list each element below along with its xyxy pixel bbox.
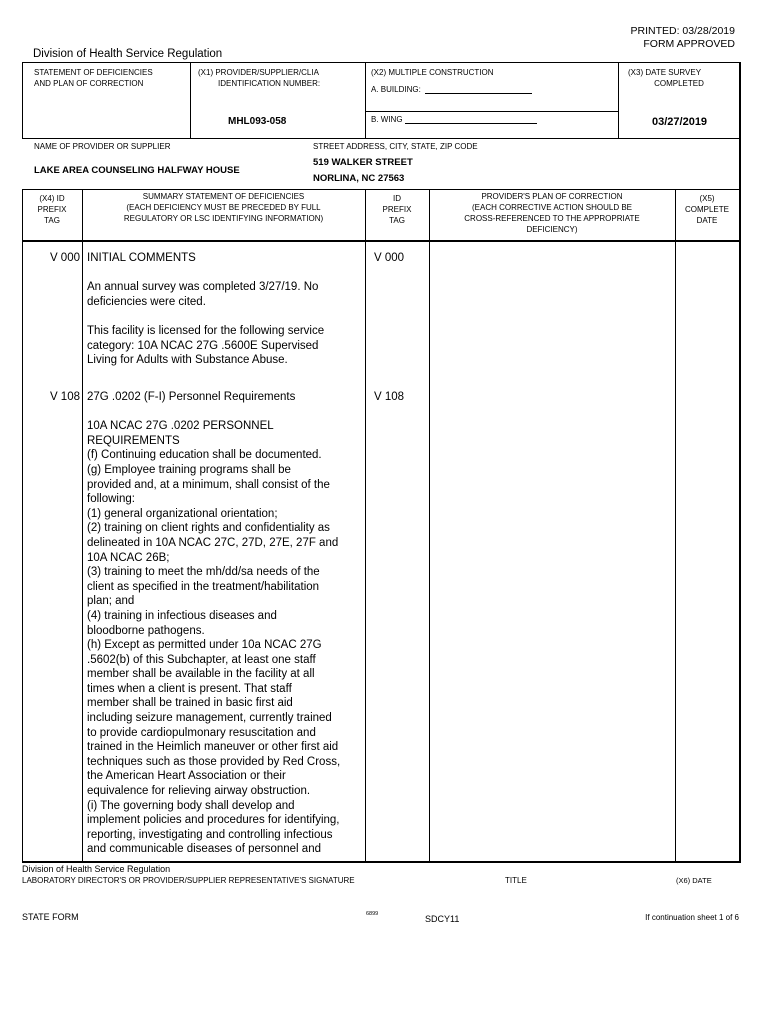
- signature-label: LABORATORY DIRECTOR'S OR PROVIDER/SUPPLIER REPRESENTATIVE'S SIGNATURE: [22, 876, 355, 885]
- event-id: SDCY11: [425, 914, 460, 924]
- statement-label: STATEMENT OF DEFICIENCIES AND PLAN OF CORRECTION: [34, 68, 153, 88]
- col-header-summary: SUMMARY STATEMENT OF DEFICIENCIES (EACH DEFICIENCY MUST BE PRECEDED BY FULL REGULATORY OR LSC IDENTIFYING INFORMATION): [123, 192, 324, 223]
- x2-label: (X2) MULTIPLE CONSTRUCTION: [371, 68, 494, 77]
- building-line: [425, 93, 532, 94]
- x1-label: (X1) PROVIDER/SUPPLIER/CLIA IDENTIFICATION NUMBER:: [198, 68, 321, 88]
- form-code: 6899: [366, 911, 379, 917]
- printed-date: PRINTED: 03/28/2019: [630, 25, 735, 37]
- wing-line: [405, 123, 537, 124]
- x6-date-label: (X6) DATE: [676, 876, 712, 885]
- row-text-v000: INITIAL COMMENTS An annual survey was completed 3/27/19. No deficiencies were cited. This facility is licensed for the following service category: 10A NCAC 27G .5600E Supervised Living for Adults with Substance Abuse.: [87, 252, 325, 367]
- row-prefix-v108: V 108: [49, 391, 80, 403]
- state-form-label: STATE FORM: [22, 912, 79, 922]
- provider-name: LAKE AREA COUNSELING HALFWAY HOUSE: [34, 165, 240, 176]
- provider-name-label: NAME OF PROVIDER OR SUPPLIER: [34, 142, 171, 151]
- address-label: STREET ADDRESS, CITY, STATE, ZIP CODE: [313, 142, 478, 151]
- footer-agency: Division of Health Service Regulation: [22, 864, 171, 874]
- title-label: TITLE: [505, 876, 527, 885]
- continuation-sheet: If continuation sheet 1 of 6: [645, 913, 739, 922]
- row-id-tag-v108: V 108: [374, 391, 405, 403]
- col-header-x4: (X4) ID PREFIX TAG: [37, 194, 67, 225]
- col-header-x5: (X5) COMPLETE DATE: [684, 194, 729, 225]
- row-id-tag-v000: V 000: [374, 252, 405, 264]
- wing-label: B. WING: [371, 115, 403, 124]
- building-label: A. BUILDING:: [371, 85, 421, 94]
- col-header-id: ID PREFIX TAG: [382, 194, 412, 225]
- address-line-2: NORLINA, NC 27563: [313, 173, 405, 184]
- survey-date-value: 03/27/2019: [652, 116, 708, 128]
- form-approved: FORM APPROVED: [643, 38, 735, 50]
- row-text-v108: 27G .0202 (F-I) Personnel Requirements 10A NCAC 27G .0202 PERSONNEL REQUIREMENTS (f) Continuing education shall be documented. (g) Employee training programs shall be provided and, at a minimum, shall consist of the following: (1) general organizational orientation; (2) training on client rights and confidentiality as delineated in 10A NCAC 27C, 27D, 27E, 27F and 10A NCAC 26B; (3) training to meet the mh/dd/sa needs of the client as specified in the treatment/habilitation plan; and (4) training in infectious diseases and bloodborne pathogens. (h) Except as permitted under 10a NCAC 27G .5602(b) of this Subchapter, at least one staff member shall be available in the facility at all times when a client is present. That staff member shall be trained in basic first aid including seizure management, currently trained to provide cardiopulmonary resuscitation and trained in the Heimlich maneuver or other first aid techniques such as those provided by Red Cross, the American Heart Association or their equivalence for relieving airway obstruction. (i) The governing body shall develop and implement policies and procedures for identifying, reporting, investigating and controlling infectious and communicable diseases of personnel and: [87, 391, 341, 856]
- provider-id-value: MHL093-058: [228, 116, 287, 127]
- row-prefix-v000: V 000: [49, 252, 80, 264]
- x3-label: (X3) DATE SURVEY COMPLETED: [628, 68, 704, 88]
- address-line-1: 519 WALKER STREET: [313, 157, 413, 168]
- col-header-plan: PROVIDER'S PLAN OF CORRECTION (EACH CORRECTIVE ACTION SHOULD BE CROSS-REFERENCED TO THE APPROPRIATE DEFICIENCY): [464, 192, 640, 234]
- agency-name: Division of Health Service Regulation: [33, 48, 223, 60]
